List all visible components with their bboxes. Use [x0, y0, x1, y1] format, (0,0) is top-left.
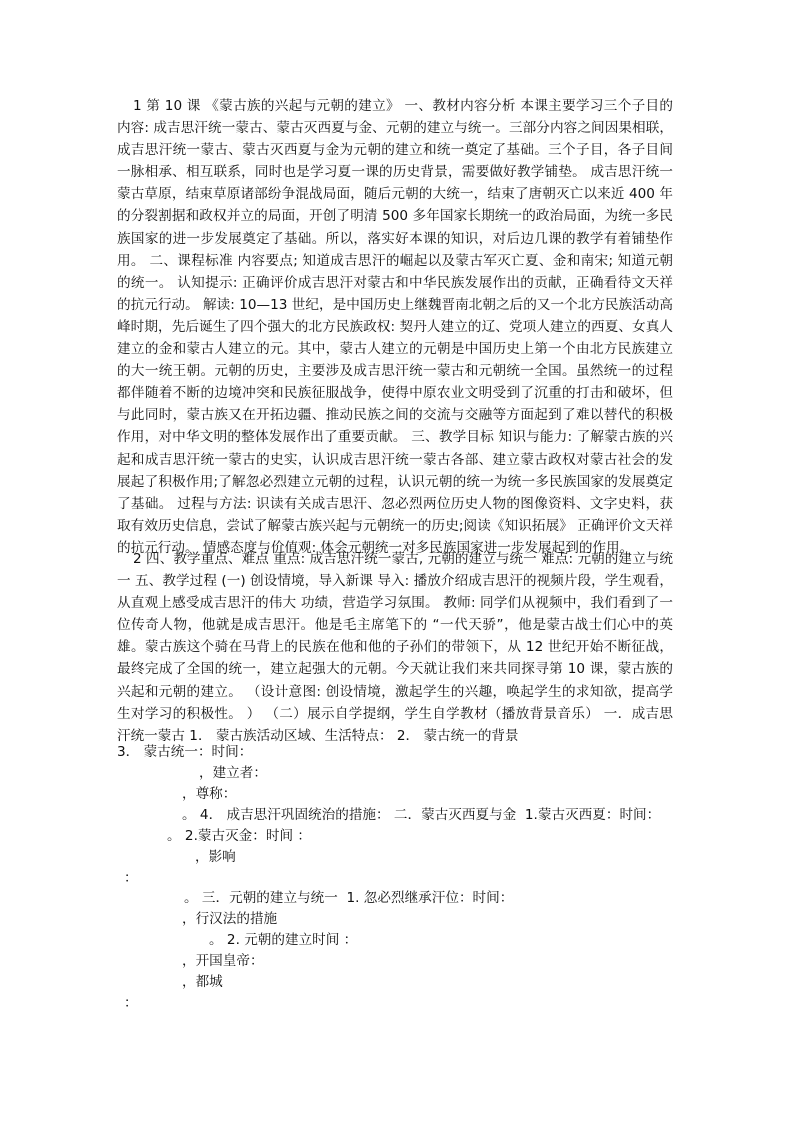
outline-line-yuan: 。 三．元朝的建立与统一 1. 忽必烈继承汗位：时间：	[184, 890, 514, 906]
outline-line-impact: ，影响	[195, 849, 236, 865]
outline-line-title: ，尊称：	[182, 786, 237, 802]
body-paragraph-2: 2 四、教学重点、难点 重点: 成吉思汗统一蒙古, 元朝的建立与统一 难点: 元朝的建立与统一 五、教学过程 (一) 创设情境，导入新课 导入: 播放介绍成吉思汗的视频片段，学生观看，从直观上感受成吉思汗的伟大 功绩，营造学习氛围。 教师: 同学们从视频中，我们看到了一位传奇人物，他就是成吉思汗。他是毛主席笔下的 “一代天骄”，他是蒙古战士们心中的英雄。蒙古族这个骑在马背上的民族在他和他的子孙们的带领下，从 12 世纪开始不断征战，最终完成了全国的统一，建立起强大的元朝。今天就让我们来共同探寻第 10 课，蒙古族的兴起和元朝的建立。 （设计意图: 创设情境，激起学生的兴趣，唤起学生的求知欲，提高学生对学习的积极性。 ） （二）展示自学提纲，学生自学教材（播放背景音乐） 一．成吉思汗统一蒙古 1． 蒙古族活动区域、生活特点： 2． 蒙古统一的背景	[117, 551, 673, 744]
outline-colon-2: ：	[124, 995, 138, 1011]
outline-line-emperor: ，开国皇帝：	[182, 953, 264, 969]
outline-line-3: 3． 蒙古统一：时间：	[117, 744, 253, 760]
outline-colon-1: ：	[124, 870, 138, 886]
outline-line-4: 。 4． 成吉思汗巩固统治的措施： 二．蒙古灭西夏与金 1.蒙古灭西夏：时间：	[182, 807, 661, 823]
outline-line-founder: ，建立者：	[199, 765, 267, 781]
outline-line-capital: ，都城	[182, 974, 223, 990]
outline-line-yuan-time: 。 2. 元朝的建立时间 ：	[209, 932, 358, 948]
outline-line-hanfa: ，行汉法的措施	[182, 911, 278, 927]
body-paragraph-1: 1 第 10 课 《蒙古族的兴起与元朝的建立》 一、教材内容分析 本课主要学习三个子目的内容: 成吉思汗统一蒙古、蒙古灭西夏与金、元朝的建立与统一。三部分内容之间因果相联，成吉思汗统一蒙古、蒙古灭西夏与金为元朝的建立和统一奠定了基础。三个子目，各子目间一脉相承、相互联系，同时也是学习夏一课的历史背景，需要做好教学铺垫。 成吉思汗统一蒙古草原，结束草原诸部纷争混战局面，随后元朝的大统一，结束了唐朝灭亡以来近 400 年的分裂割据和政权并立的局面，开创了明清 500 多年国家长期统一的政治局面，为统一多民族国家的进一步发展奠定了基础。所以，落实好本课的知识，对后边几课的教学有着铺垫作用。 二、课程标准 内容要点; 知道成吉思汗的崛起以及蒙古军灭亡夏、金和南宋; 知道元朝的统一。 认知提示: 正确评价成吉思汗对蒙古和中华民族发展作出的贡献，正确看待文天祥的抗元行动。 解读: 10—13 世纪，是中国历史上继魏晋南北朝之后的又一个北方民族活动高峰时期，先后诞生了四个强大的北方民族政权: 契丹人建立的辽、党项人建立的西夏、女真人建立的金和蒙古人建立的元。其中，蒙古人建立的元朝是中国历史上第一个由北方民族建立的大一统王朝。元朝的历史，主要涉及成吉思汗统一蒙古和元朝统一全国。虽然统一的过程都伴随着不断的边境冲突和民族征服战争，使得中原农业文明受到了沉重的打击和破坏，但与此同时，蒙古族又在开拓边疆、推动民族之间的交流与交融等方面起到了难以替代的积极作用，对中华文明的整体发展作出了重要贡献。 三、教学目标 知识与能力: 了解蒙古族的兴起和成吉思汗统一蒙古的史实，认识成吉思汗统一蒙古各部、建立蒙古政权对蒙古社会的发展起了积极作用;了解忽必烈建立元朝的过程，认识元朝的统一为统一多民族国家的发展奠定了基础。 过程与方法: 识读有关成吉思汗、忽必烈两位历史人物的图像资料、文字史料，获取有效历史信息，尝试了解蒙古族兴起与元朝统一的历史;阅读《知识拓展》 正确评价文天祥的抗元行动。 情感态度与价值观: 体会元朝统一对多民族国家进一步发展起到的作用。	[117, 98, 673, 556]
outline-line-jin: 。 2.蒙古灭金：时间 ：	[167, 828, 311, 844]
